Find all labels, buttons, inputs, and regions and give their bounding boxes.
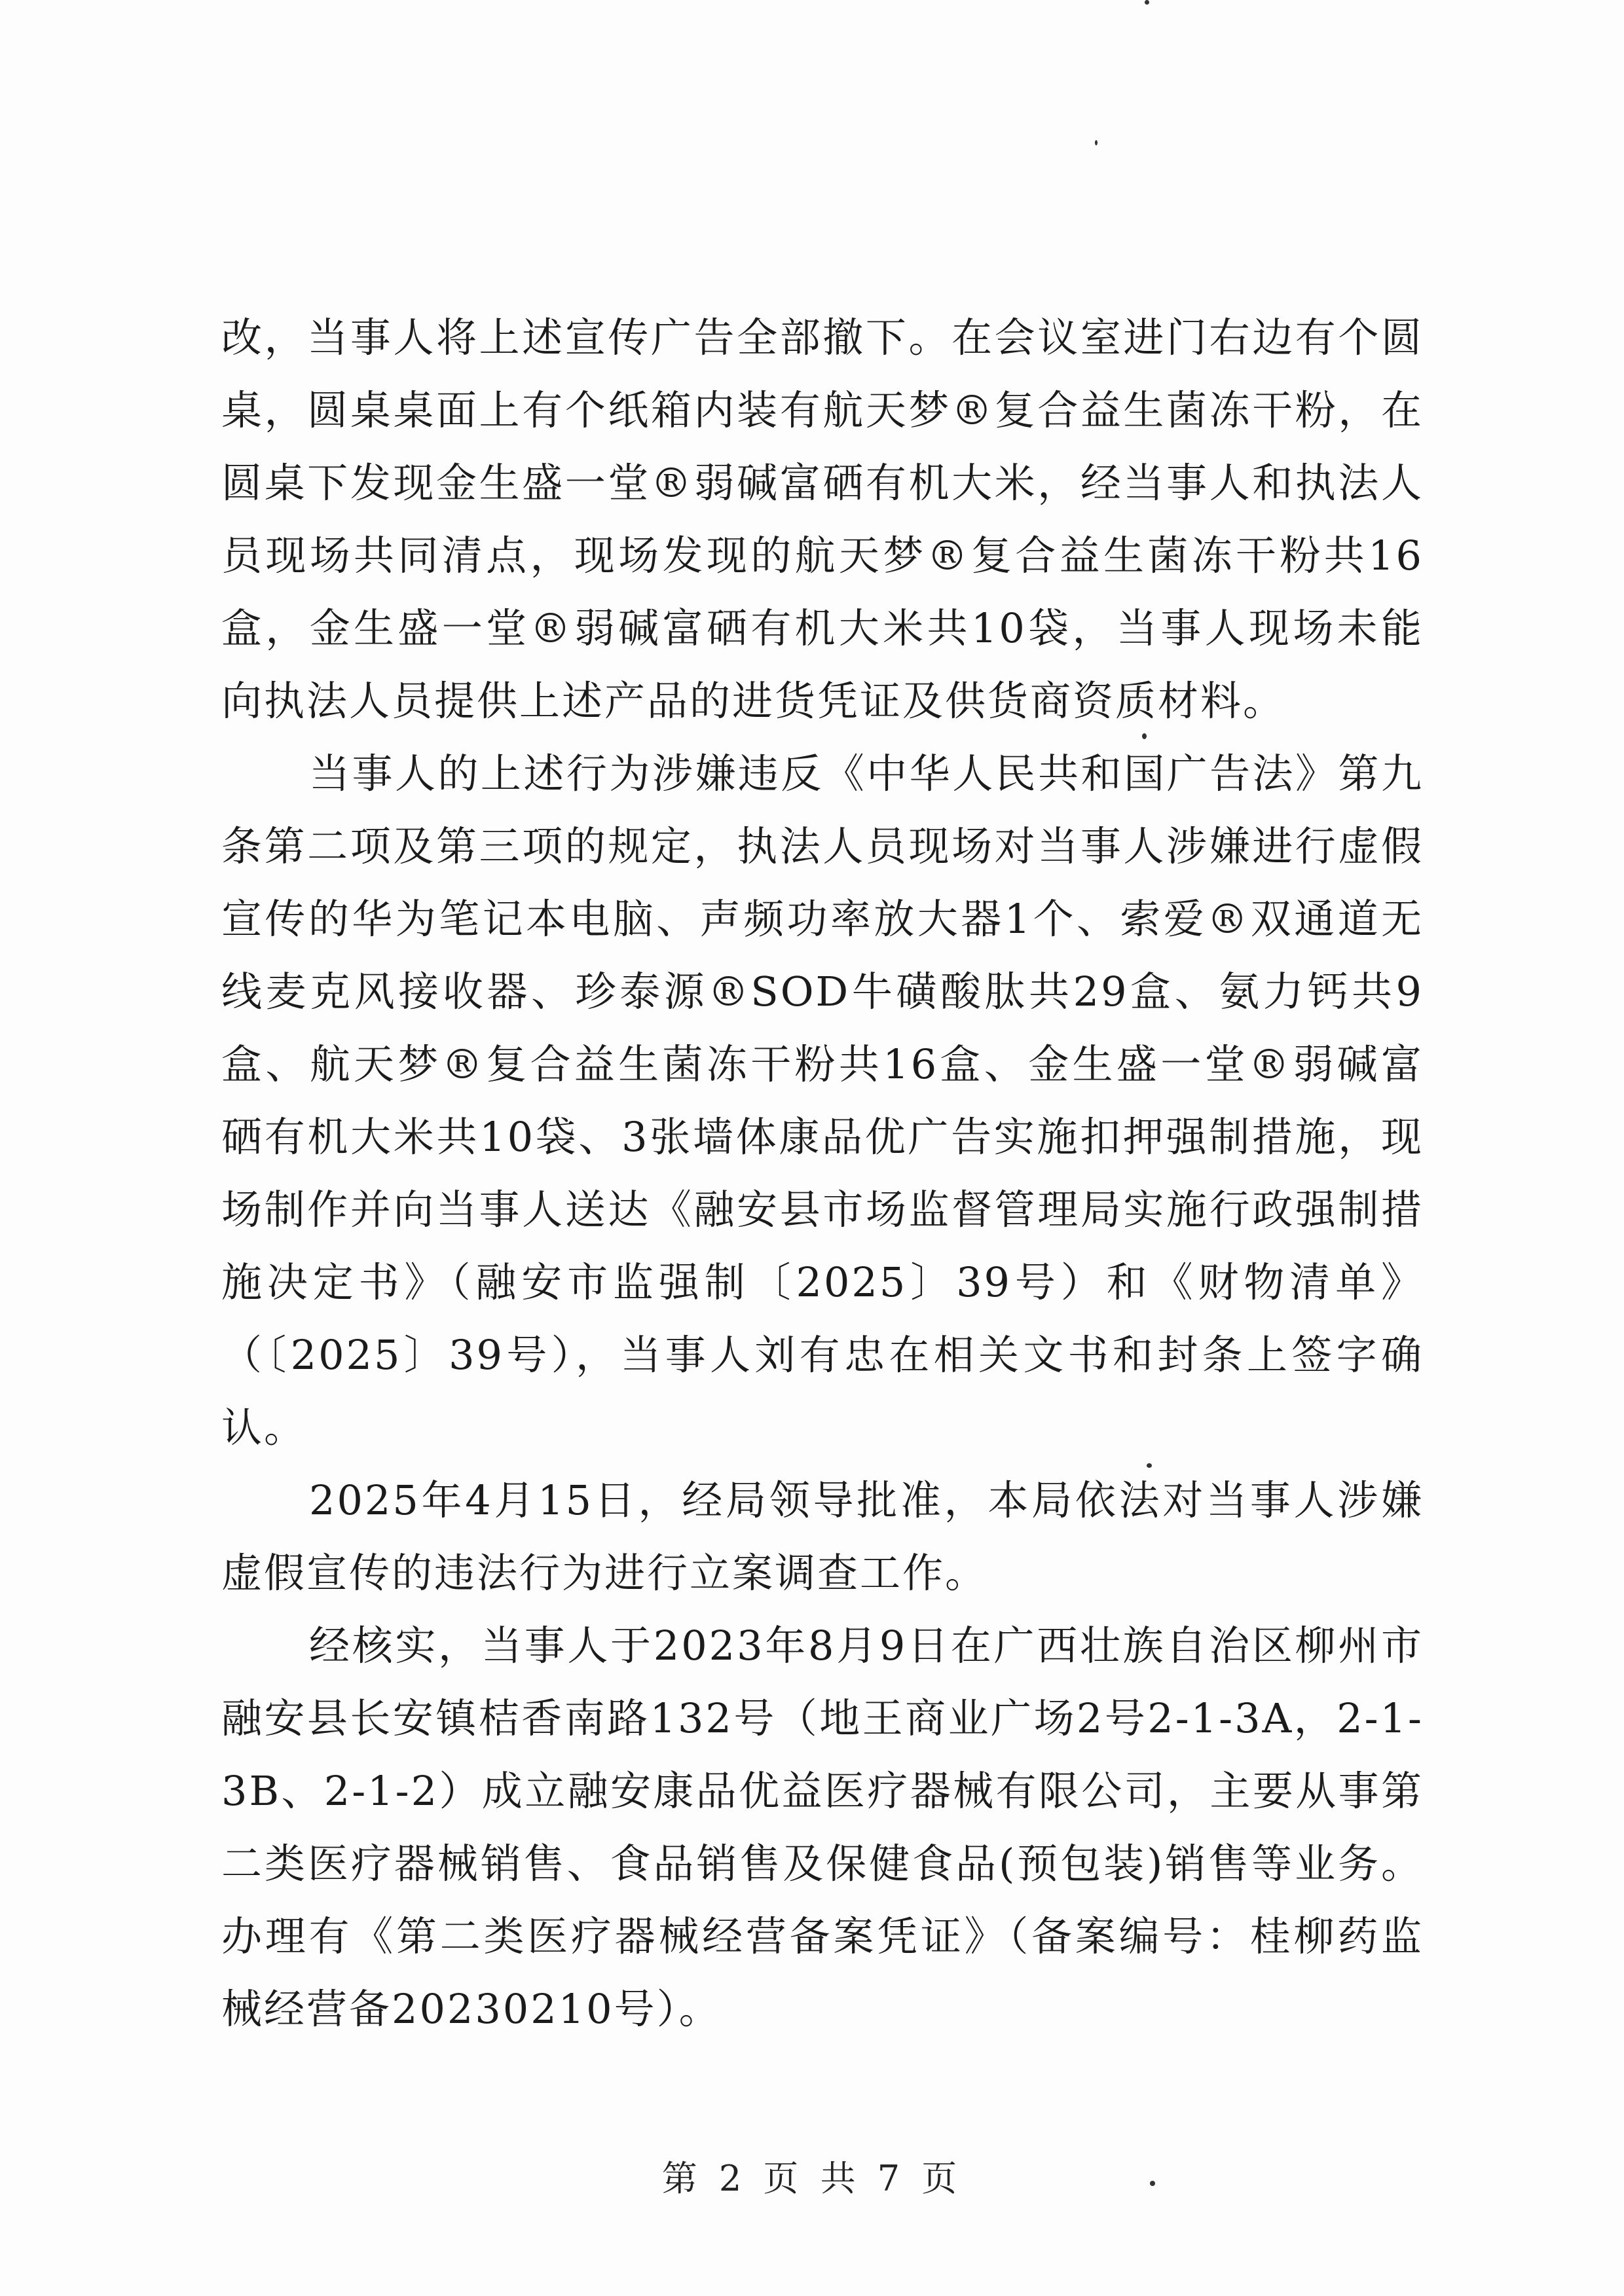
scan-speck [1095, 140, 1098, 145]
scan-speck [1142, 733, 1147, 739]
scan-speck [1147, 1463, 1152, 1468]
paragraph-1: 改，当事人将上述宣传广告全部撤下。在会议室进门右边有个圆桌，圆桌桌面上有个纸箱内装有航天梦®复合益生菌冻干粉，在圆桌下发现金生盛一堂®弱碱富硒有机大米，经当事人和执法人员现场共同清点，现场发现的航天梦®复合益生菌冻干粉共16盒，金生盛一堂®弱碱富硒有机大米共10袋，当事人现场未能向执法人员提供上述产品的进货凭证及供货商资质材料。 [221, 314, 1424, 725]
paragraph-4: 经核实，当事人于2023年8月9日在广西壮族自治区柳州市融安县长安镇桔香南路132号（地王商业广场2号2-1-3A，2-1-3B、2-1-2）成立融安康品优益医疗器械有限公司，主要从事第二类医疗器械销售、食品销售及保健食品(预包装)销售等业务。办理有《第二类医疗器械经营备案凭证》（备案编号：桂柳药监械经营备20230210号）。 [221, 1622, 1424, 2033]
scan-speck [1150, 2181, 1155, 2186]
paragraph-3: 2025年4月15日，经局领导批准，本局依法对当事人涉嫌虚假宣传的违法行为进行立案调查工作。 [221, 1476, 1424, 1597]
page-footer: 第 2 页 共 7 页 [661, 2158, 963, 2199]
document-body [221, 301, 1424, 2045]
scan-speck [1145, 0, 1149, 5]
paragraph-2: 当事人的上述行为涉嫌违反《中华人民共和国广告法》第九条第二项及第三项的规定，执法人员现场对当事人涉嫌进行虚假宣传的华为笔记本电脑、声频功率放大器1个、索爱®双通道无线麦克风接收器、珍泰源®SOD牛磺酸肽共29盒、氨力钙共9盒、航天梦®复合益生菌冻干粉共16盒、金生盛一堂®弱碱富硒有机大米共10袋、3张墙体康品优广告实施扣押强制措施，现场制作并向当事人送达《融安县市场监督管理局实施行政强制措施决定书》（融安市监强制〔2025〕39号）和《财物清单》（〔2025〕39号），当事人刘有忠在相关文书和封条上签字确认。 [221, 750, 1424, 1451]
